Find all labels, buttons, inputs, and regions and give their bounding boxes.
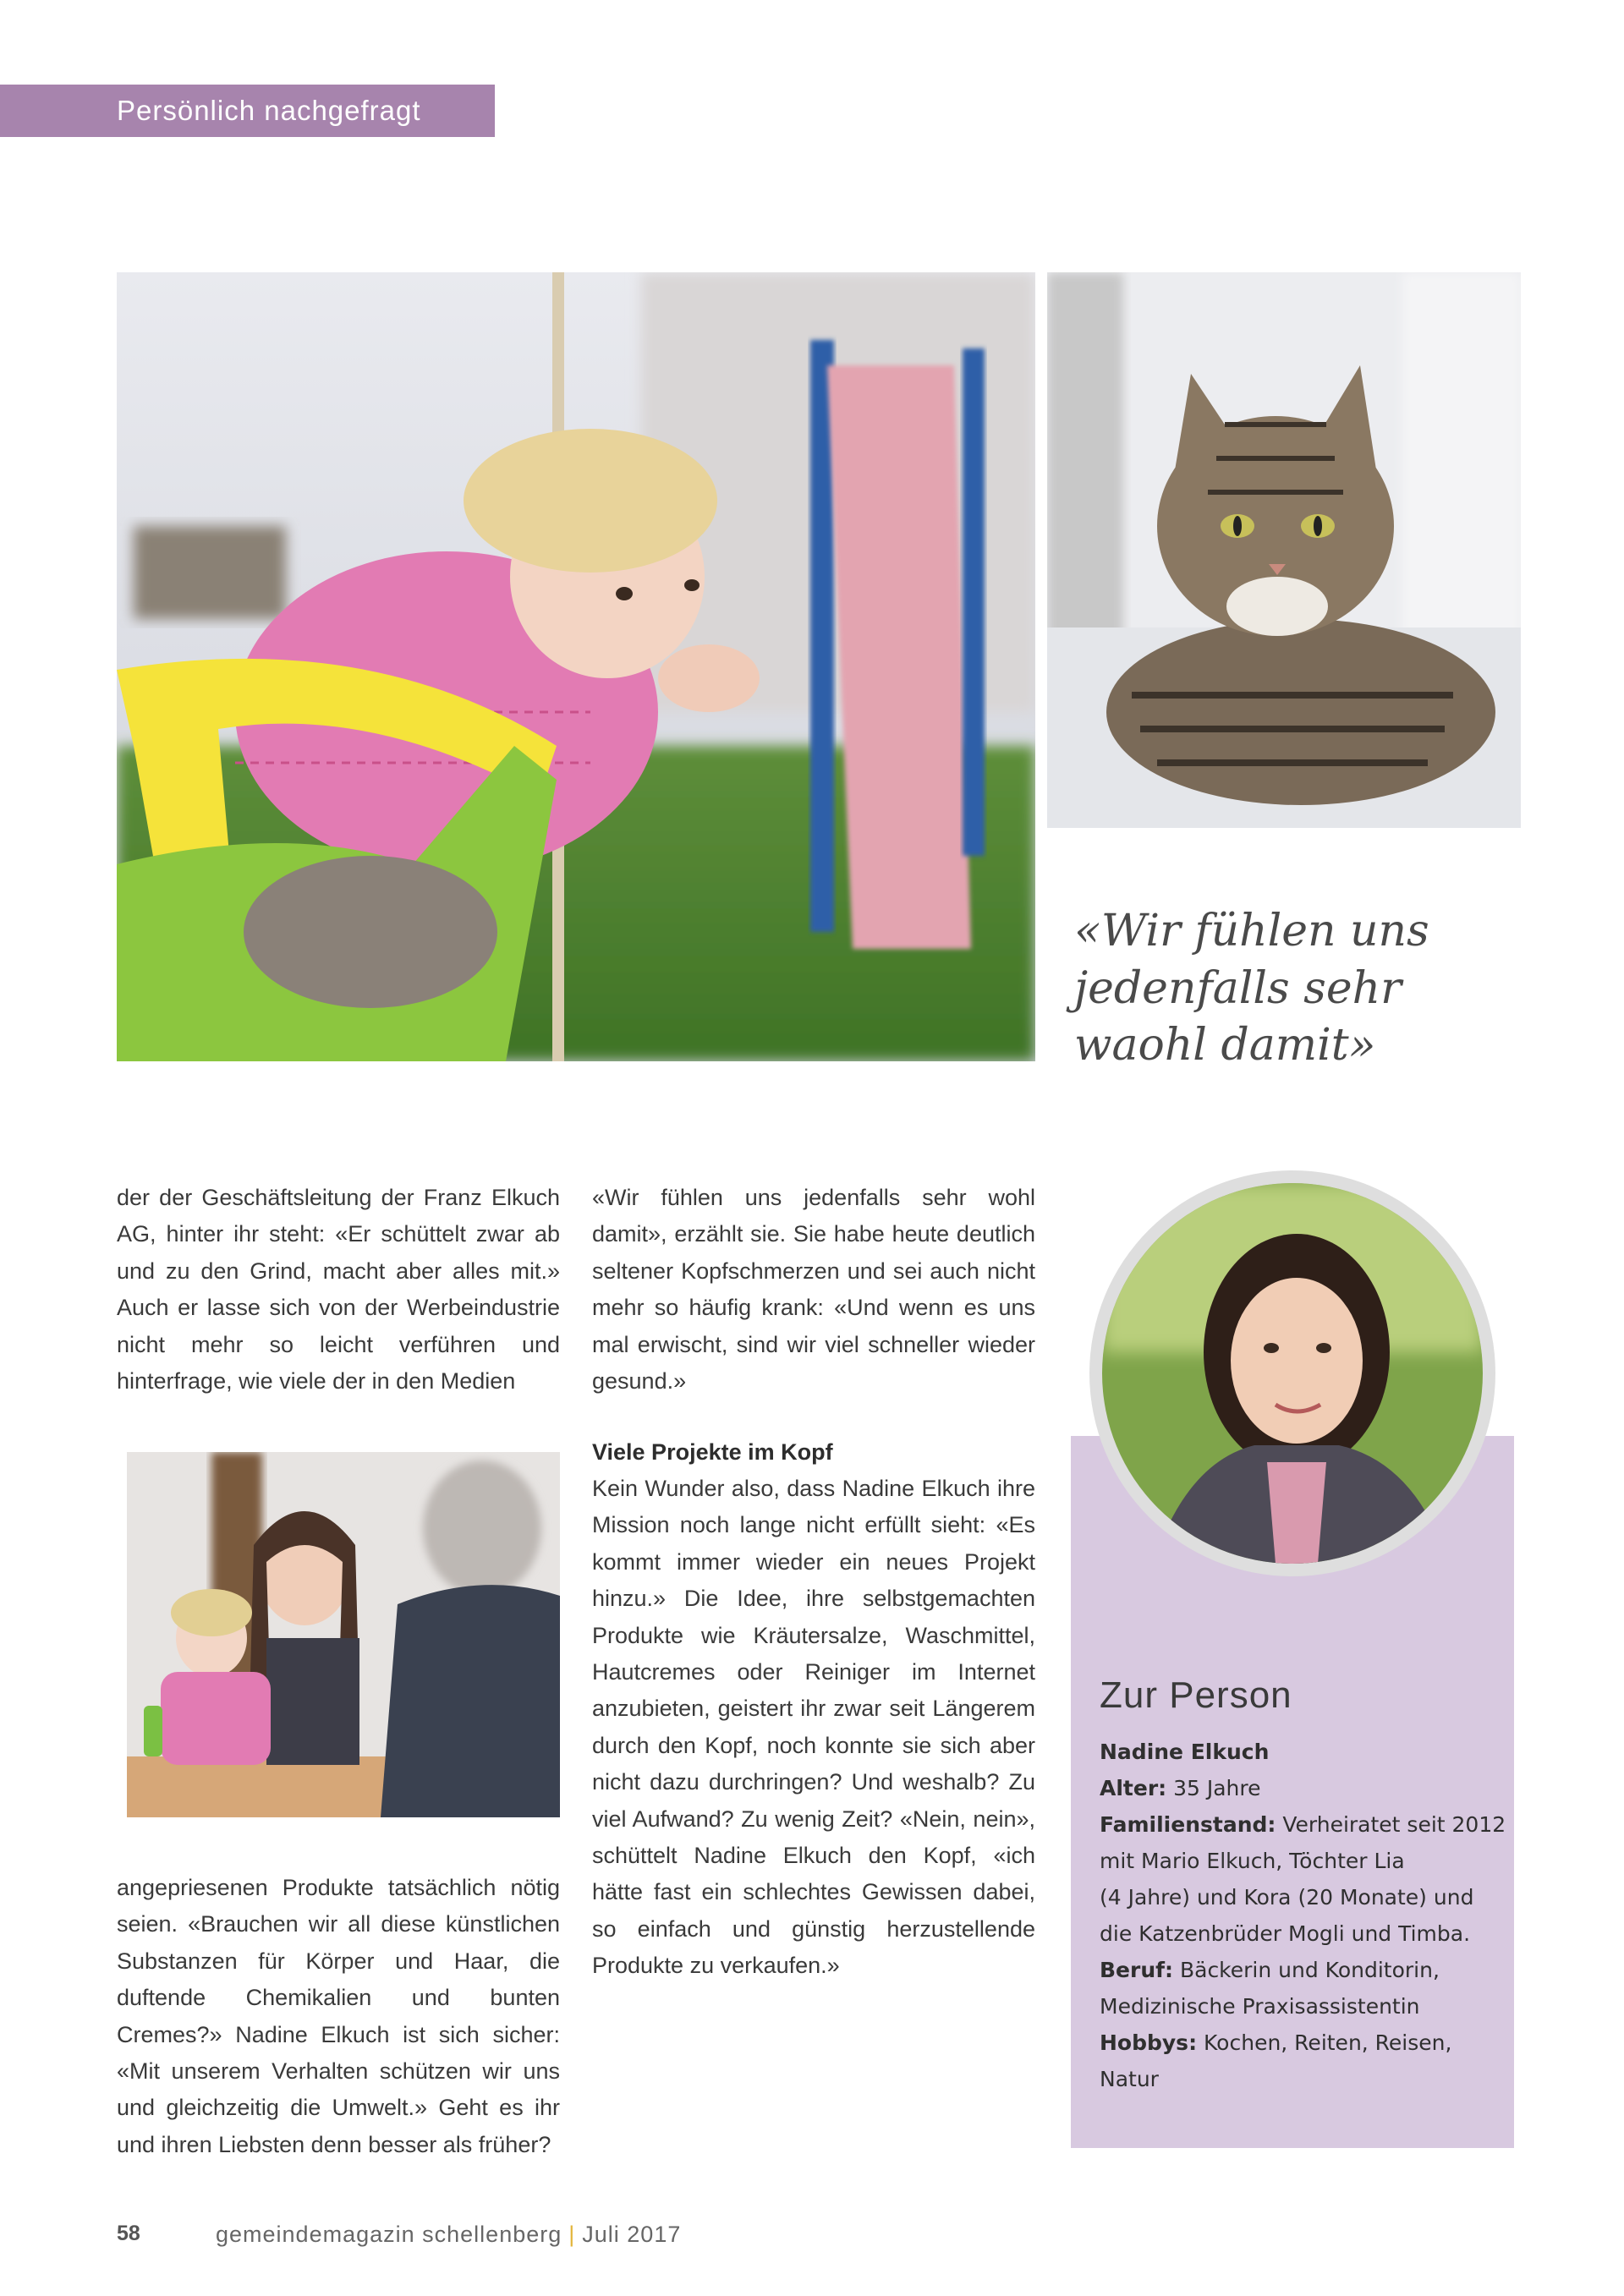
pull-quote: «Wir fühlen uns jedenfalls sehr waohl damit»: [1074, 906, 1429, 1071]
footer-publication: [216, 2222, 681, 2248]
profile-family-line: (4 Jahre) und Kora (20 Monate) und: [1100, 1885, 1474, 1910]
profile-family-line: mit Mario Elkuch, Töchter Lia: [1100, 1849, 1405, 1873]
profile-job-line: Medizinische Praxisassistentin: [1100, 1994, 1420, 2019]
profile-hobbies: Hobbys: Kochen, Reiten, Reisen,: [1100, 2030, 1452, 2055]
footer-separator: |: [568, 2222, 576, 2247]
page-number: 58: [117, 2222, 140, 2245]
article-column-2-top: «Wir fühlen uns jedenfalls sehr wohl damit», erzählt sie. Sie habe heute deutlich seltener Kopfschmerzen und sei auch nicht mehr so häufig krank: «Und wenn es uns mal erwischt, sind wir viel schneller wieder gesund.»: [592, 1185, 1035, 1395]
profile-name: Nadine Elkuch: [1100, 1740, 1270, 1764]
child-on-swing-photo: [117, 272, 1035, 1061]
profile-hobbies-line: Natur: [1100, 2067, 1159, 2091]
profile-heading: Zur Person: [1100, 1674, 1292, 1716]
publication-name: gemeindemagazin schellenberg: [216, 2222, 562, 2247]
tabby-cat-photo: [1047, 272, 1521, 828]
article-column-2-bottom: Kein Wunder also, dass Nadine Elkuch ihre Mission noch lange nicht erfüllt sieht: «Es kommt immer wieder ein neues Projekt hinzu.» Die Idee, ihre selbstgemachten Produkte wie Kräutersalze, Waschmittel, Hautcremes oder Reiniger im Internet anzubieten, geistert ihr zwar seit Längerem durch den Kopf, noch konnte sie sich aber nicht dazu durchringen? Und weshalb? Zu viel Aufwand? Zu wenig Zeit? «Nein, nein», schüttelt Nadine Elkuch den Kopf, «ich hätte fast ein schlechtes Gewissen dabei, so einfach und günstig herzustellende Produkte zu verkaufen.»: [592, 1476, 1035, 1979]
profile-family-status: Familienstand: Verheiratet seit 2012: [1100, 1812, 1506, 1837]
profile-age: Alter: 35 Jahre: [1100, 1776, 1261, 1800]
profile-job: Beruf: Bäckerin und Konditorin,: [1100, 1958, 1440, 1982]
profile-facts: [1100, 1734, 1506, 2097]
article-column-1-top: der der Geschäftsleitung der Franz Elkuch AG, hinter ihr steht: «Er schüttelt zwar ab und zu den Grind, macht aber alles mit.» Auch er lasse sich von der Werbeindustrie nicht mehr so leicht verführen und hinterfrage, wie viele der in den Medien: [117, 1185, 560, 1395]
issue-date: Juli 2017: [582, 2222, 682, 2247]
section-title: Persönlich nachgefragt: [117, 95, 421, 126]
nadine-elkuch-portrait: [1102, 1183, 1483, 1564]
family-at-table-photo: [127, 1452, 560, 1817]
article-subheading: Viele Projekte im Kopf: [592, 1439, 833, 1465]
profile-family-line: die Katzenbrüder Mogli und Timba.: [1100, 1921, 1471, 1946]
article-column-1-bottom: angepriesenen Produkte tatsächlich nötig seien. «Brauchen wir all diese künstlichen Substanzen für Körper und Haar, die duftende Chemikalien und bunten Cremes?» Nadine Elkuch ist sich sicher: «Mit unserem Verhalten schützen wir uns und gleichzeitig die Umwelt.» Geht es ihr und ihren Liebsten denn besser als früher?: [117, 1875, 560, 2157]
